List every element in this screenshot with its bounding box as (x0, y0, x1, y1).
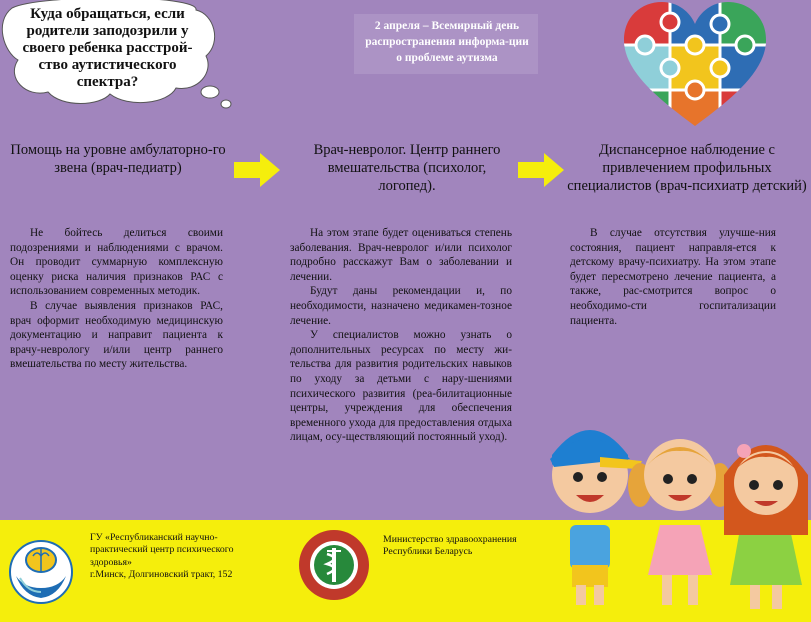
paragraph: В случае отсутствия улучше-ния состояния, пациент направля-ется к детскому врачу-психиатру. На этом этапе будет пересмотрено лечение пациента, а также, рас-смотрится вопрос о необходимо-сти госпитализации пациента. (570, 227, 776, 327)
arrow-right-icon (518, 153, 564, 187)
paragraph: На этом этапе будет оцениваться степень заболевания. Врач-невролог и/или психолог подробно расскажут Вам о заболевании и лечении. (290, 227, 512, 283)
puzzle-heart-icon (620, 0, 770, 128)
org-name: ГУ «Республиканский научно-практический центр психического здоровья» (90, 532, 234, 568)
org-address: г.Минск, Долгиновский тракт, 152 (90, 569, 233, 581)
arrow-right-icon (234, 153, 280, 187)
mental-health-center-logo-icon (8, 530, 74, 614)
paragraph: В случае выявления признаков РАС, врач оформит необходимую медицинскую документацию и направит пациента к врачу-неврологу и/или центр раннего вмешательства по месту жительства. (10, 299, 223, 371)
column-1-title: Помощь на уровне амбулаторно-го звена (врач-педиатр) (10, 142, 226, 176)
column-1-text (10, 226, 223, 372)
paragraph: Будут даны рекомендации и, по необходимости, назначено медикамен-тозное лечение. (290, 285, 512, 327)
column-2-title: Врач-невролог. Центр раннего вмешательства (психолог, логопед). (313, 142, 501, 194)
column-2-text (290, 226, 512, 445)
boy-figure (550, 430, 642, 605)
girl-figure (628, 439, 732, 605)
ministry-of-health-seal-icon (297, 528, 371, 602)
paragraph: Не бойтесь делиться своими подозрениями и наблюдениями с врачом. Он проводит суммарную комплексную оценку риска наличия признаков РАС с использованием современных методик. (10, 227, 223, 298)
column-3-title: Диспансерное наблюдение с привлечением профильных специалистов (врач-психиатр детский) (567, 142, 807, 194)
mental-health-center-info (90, 532, 240, 582)
paragraph: У специалистов можно узнать о дополнительных ресурсах по месту жи-тельства для развития родительских навыков по уходу за детьми с нару-шениями психического развития (реа-билитационные центры, учреждения для обеспечения временного ухода для предоставления отдыха лицам, осу-ществляющий постоянный уход). (290, 329, 512, 444)
cloud-question: Куда обращаться, если родители заподозрили у своего ребенка расстрой-ство аутистического спектра? (22, 6, 193, 90)
cartoon-children-illustration (540, 415, 811, 615)
redhead-girl-figure (724, 444, 808, 609)
column-3-text (570, 226, 776, 328)
autism-day-banner: 2 апреля – Всемирный день распространения информа-ции о проблеме аутизма (365, 20, 529, 64)
ministry-name: Министерство здравоохранения Республики Беларусь (383, 534, 517, 558)
